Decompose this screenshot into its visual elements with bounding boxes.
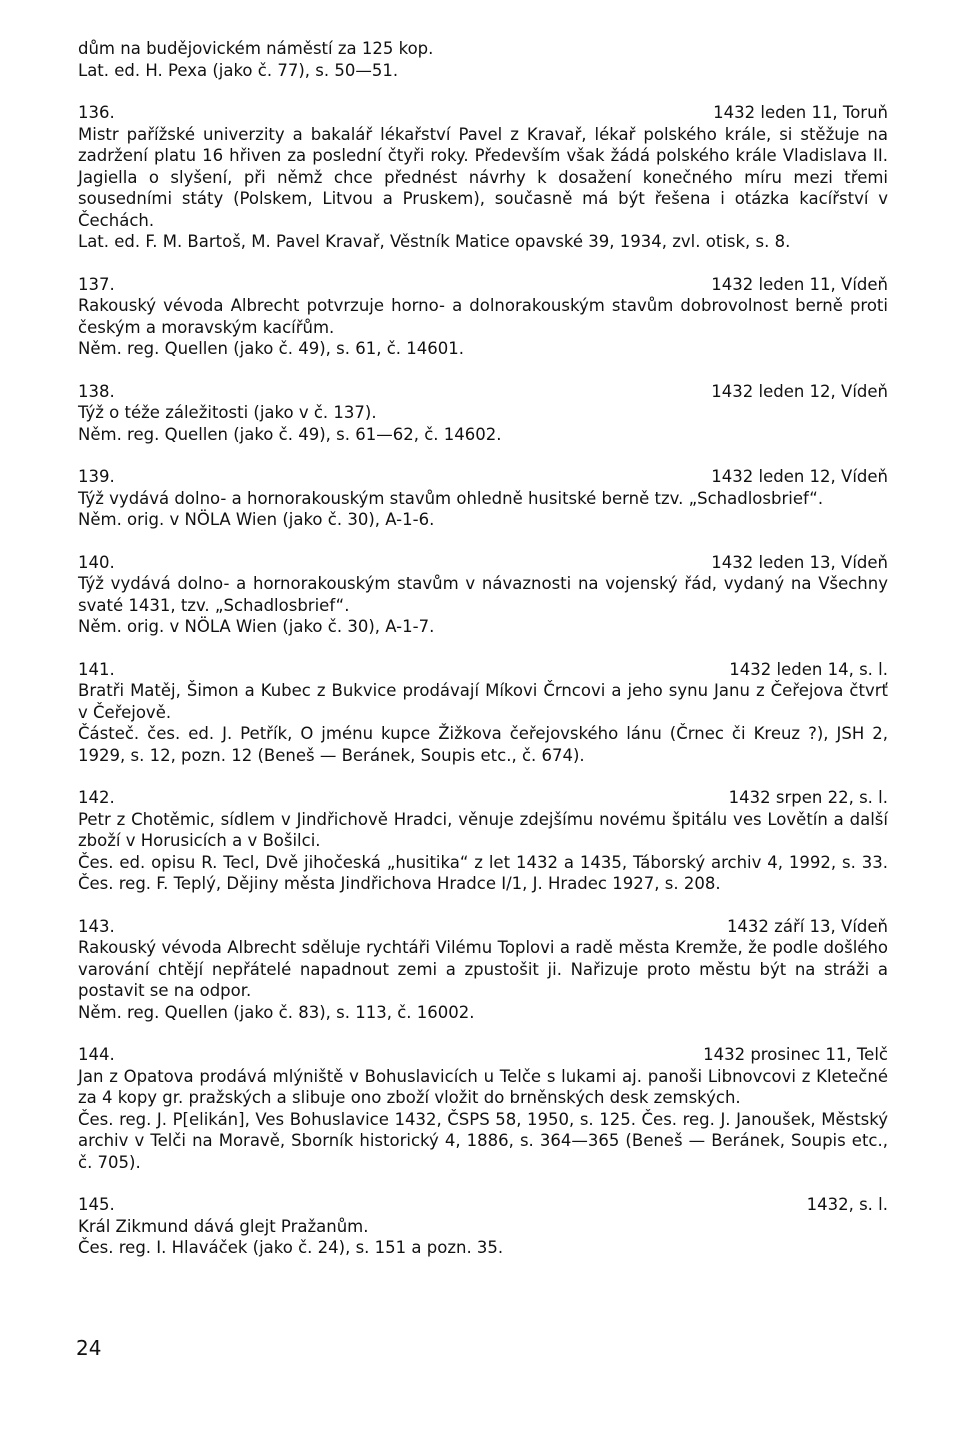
entry-source: Čes. reg. I. Hlaváček (jako č. 24), s. 151 a pozn. 35. <box>78 1238 504 1257</box>
entry-body <box>78 295 888 360</box>
entry-body <box>78 124 888 253</box>
entry-source: Něm. reg. Quellen (jako č. 49), s. 61, č. 14601. <box>78 339 465 358</box>
entry-header <box>78 787 888 809</box>
entry-text: Petr z Chotěmic, sídlem v Jindřichově Hradci, věnuje zdejšímu novému špitálu ves Lovětín a další zboží v Horusicích a v Bošilci. <box>78 809 888 850</box>
regest-entry <box>78 274 888 360</box>
entry-source: Částeč. čes. ed. J. Petřík, O jménu kupce Žižkova čeřejovského lánu (Črnec či Kreuz ?), JSH 2, 1929, s. 12, pozn. 12 (Beneš — Beránek, Soupis etc., č. 674). <box>78 724 888 765</box>
entry-date-place: 1432 prosinec 11, Telč <box>703 1045 888 1064</box>
regest-entry <box>78 381 888 446</box>
entry-number: 136. <box>78 103 115 122</box>
page-number: 24 <box>76 1336 102 1360</box>
entry-text: Král Zikmund dává glejt Pražanům. <box>78 1216 369 1236</box>
entry-date-place: 1432 leden 11, Vídeň <box>711 274 888 294</box>
entry-header <box>78 274 888 296</box>
entry-source: Lat. ed. F. M. Bartoš, M. Pavel Kravař, Věstník Matice opavské 39, 1934, zvl. otisk, s. 8. <box>78 232 791 251</box>
entry-text: Týž vydává dolno- a hornorakouským stavům ohledně husitské berně tzv. „Schadlosbrief“. <box>78 488 824 508</box>
entry-date-place: 1432 srpen 22, s. l. <box>728 788 888 807</box>
entry-text: Bratři Matěj, Šimon a Kubec z Bukvice prodávají Míkovi Črncovi a jeho synu Janu z Čeřejova čtvrť v Čeřejově. <box>78 681 888 722</box>
continued-entry <box>78 38 888 81</box>
regest-entry <box>78 659 888 767</box>
entry-number: 139. <box>78 467 115 486</box>
entry-date-place: 1432 září 13, Vídeň <box>726 916 888 936</box>
regest-entry <box>78 1194 888 1259</box>
regest-entry <box>78 552 888 638</box>
entry-body <box>78 573 888 638</box>
entry-list <box>78 102 888 1259</box>
entry-body <box>78 488 888 531</box>
entry-header <box>78 552 888 574</box>
entry-body <box>78 402 888 445</box>
entry-text: Týž o téže záležitosti (jako v č. 137). <box>78 403 377 422</box>
page-body <box>78 38 888 1259</box>
regest-entry <box>78 916 888 1024</box>
entry-number: 143. <box>78 916 115 936</box>
entry-header <box>78 102 888 124</box>
entry-number: 137. <box>78 274 115 294</box>
entry-text: Rakouský vévoda Albrecht potvrzuje horno- a dolnorakouským stavům dobrovolnost berně proti českým a moravským kacířům. <box>78 296 888 337</box>
entry-date-place: 1432 leden 12, Vídeň <box>711 381 888 401</box>
regest-entry <box>78 787 888 895</box>
entry-source: Čes. reg. J. P[elikán], Ves Bohuslavice 1432, ČSPS 58, 1950, s. 125. Čes. reg. J. Janoušek, Městský archiv v Telči na Moravě, Sborník historický 4, 1886, s. 364—365 (Beneš — Beránek, Soupis etc., č. 705). <box>78 1109 888 1172</box>
entry-header <box>78 381 888 403</box>
entry-text: Mistr pařížské univerzity a bakalář lékařství Pavel z Kravař, lékař polského krále, si stěžuje na zadržení platu 16 hřiven za poslední čtyři roky. Především však žádá polského krále Vladislava II. Jagiella o slyšení, při němž chce přednést návrhy k dosažení konečného míru mezi třemi sousedními státy (Polskem, Litvou a Pruskem), současně má být řešena i otázka kacířství v Čechách. <box>78 124 888 230</box>
entry-header <box>78 659 888 681</box>
regest-entry <box>78 1044 888 1173</box>
regest-entry <box>78 102 888 253</box>
regest-entry <box>78 466 888 531</box>
entry-header <box>78 466 888 488</box>
entry-source: Něm. orig. v NÖLA Wien (jako č. 30), A-1-7. <box>78 617 435 636</box>
entry-text: Jan z Opatova prodává mlýniště v Bohuslavicích u Telče s lukami aj. panoši Libnovcovi z Kletečné za 4 kopy gr. pražských a slibuje ono zboží vložit do brněnských desk zemských. <box>78 1066 888 1107</box>
entry-date-place: 1432 leden 11, Toruň <box>713 103 888 122</box>
continued-text: dům na budějovickém náměstí za 125 kop. <box>78 39 434 58</box>
entry-source: Čes. ed. opisu R. Tecl, Dvě jihočeská „husitika“ z let 1432 a 1435, Táborský archiv 4, 1992, s. 33. Čes. reg. F. Teplý, Dějiny města Jindřichova Hradce I/1, J. Hradec 1927, s. 208. <box>78 852 888 893</box>
entry-text: Týž vydává dolno- a hornorakouským stavům v návaznosti na vojenský řád, vydaný na Všechny svaté 1431, tzv. „Schadlosbrief“. <box>78 574 888 615</box>
entry-body <box>78 1216 888 1259</box>
entry-number: 140. <box>78 552 115 572</box>
entry-text: Rakouský vévoda Albrecht sděluje rychtáři Vilému Toplovi a radě města Kremže, že podle došlého varování chtějí nepřátelé napadnout zemi a zpustošit ji. Nařizuje proto městu být na stráži a postavit se na odpor. <box>78 938 888 1000</box>
entry-source: Něm. reg. Quellen (jako č. 83), s. 113, č. 16002. <box>78 1002 475 1022</box>
continued-source: Lat. ed. H. Pexa (jako č. 77), s. 50—51. <box>78 60 399 80</box>
entry-source: Něm. reg. Quellen (jako č. 49), s. 61—62, č. 14602. <box>78 424 502 444</box>
entry-body <box>78 809 888 895</box>
entry-header <box>78 916 888 938</box>
entry-number: 144. <box>78 1045 115 1064</box>
entry-number: 145. <box>78 1195 115 1214</box>
entry-number: 138. <box>78 381 115 401</box>
entry-date-place: 1432 leden 14, s. l. <box>729 659 888 679</box>
entry-header <box>78 1044 888 1066</box>
entry-header <box>78 1194 888 1216</box>
entry-number: 142. <box>78 788 115 807</box>
entry-date-place: 1432, s. l. <box>806 1195 888 1214</box>
entry-body <box>78 1066 888 1174</box>
entry-number: 141. <box>78 659 115 679</box>
entry-date-place: 1432 leden 13, Vídeň <box>711 552 888 572</box>
entry-body <box>78 680 888 766</box>
entry-source: Něm. orig. v NÖLA Wien (jako č. 30), A-1-6. <box>78 510 435 529</box>
entry-date-place: 1432 leden 12, Vídeň <box>711 467 888 486</box>
entry-body <box>78 937 888 1023</box>
